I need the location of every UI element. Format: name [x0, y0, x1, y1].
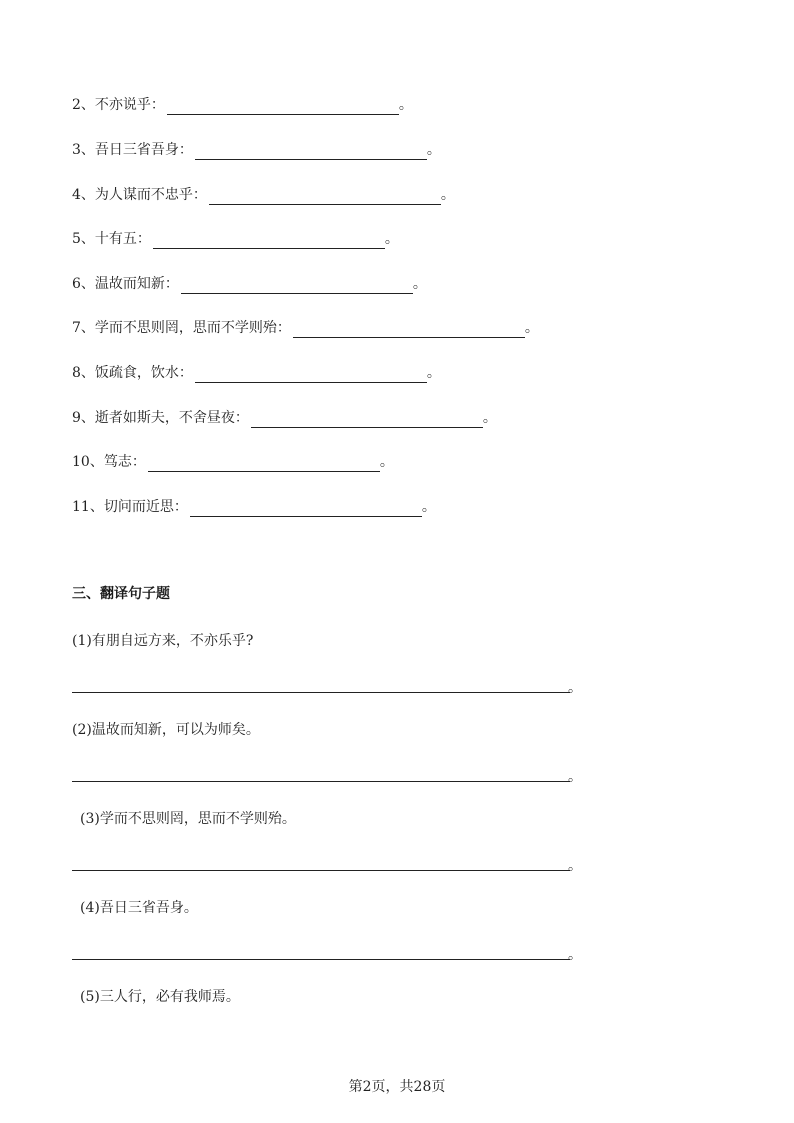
fill-item	[72, 229, 399, 249]
fill-item-label: 6、温故而知新：	[72, 276, 179, 292]
fill-item-end: 。	[426, 365, 441, 381]
answer-blank[interactable]	[209, 186, 441, 205]
fill-item-end: 。	[398, 97, 413, 113]
translate-question: (3)学而不思则罔，思而不学则殆。	[80, 811, 296, 827]
fill-item	[72, 318, 539, 338]
section-title: 三、翻译句子题	[72, 586, 170, 602]
answer-line-end: 。	[568, 680, 582, 696]
fill-item	[72, 185, 455, 205]
answer-blank[interactable]	[181, 275, 413, 294]
translate-question: (2)温故而知新，可以为师矣。	[72, 722, 260, 738]
fill-item	[72, 95, 413, 115]
fill-item-label: 10、笃志：	[72, 454, 146, 470]
answer-line[interactable]	[72, 869, 570, 871]
fill-item-end: 。	[524, 320, 539, 336]
answer-blank[interactable]	[153, 230, 385, 249]
fill-item-end: 。	[421, 499, 436, 515]
answer-blank[interactable]	[195, 364, 427, 383]
answer-blank[interactable]	[167, 96, 399, 115]
fill-item-label: 11、切问而近思：	[72, 499, 188, 515]
fill-item-label: 8、饭疏食，饮水：	[72, 365, 193, 381]
fill-item-end: 。	[482, 410, 497, 426]
translate-question: (5)三人行，必有我师焉。	[80, 989, 240, 1005]
answer-line[interactable]	[72, 958, 570, 960]
fill-item	[72, 452, 394, 472]
fill-item-end: 。	[426, 142, 441, 158]
fill-item-label: 9、逝者如斯夫，不舍昼夜：	[72, 410, 249, 426]
answer-line-end: 。	[568, 947, 582, 963]
fill-item-label: 7、学而不思则罔，思而不学则殆：	[72, 320, 291, 336]
translate-question: (1)有朋自远方来，不亦乐乎?	[72, 633, 254, 649]
fill-item-label: 2、不亦说乎：	[72, 97, 165, 113]
answer-blank[interactable]	[293, 319, 525, 338]
fill-item	[72, 408, 497, 428]
fill-item	[72, 363, 441, 383]
fill-item	[72, 140, 441, 160]
fill-item-label: 5、十有五：	[72, 231, 151, 247]
translate-question: (4)吾日三省吾身。	[80, 900, 198, 916]
answer-blank[interactable]	[195, 141, 427, 160]
fill-item-end: 。	[384, 231, 399, 247]
fill-item-label: 3、吾日三省吾身：	[72, 142, 193, 158]
answer-blank[interactable]	[190, 498, 422, 517]
fill-item	[72, 497, 436, 517]
fill-item-end: 。	[379, 454, 394, 470]
fill-item-end: 。	[440, 187, 455, 203]
answer-line-end: 。	[568, 858, 582, 874]
fill-item	[72, 274, 427, 294]
answer-line-end: 。	[568, 769, 582, 785]
fill-item-label: 4、为人谋而不忠乎：	[72, 187, 207, 203]
answer-line[interactable]	[72, 691, 570, 693]
answer-blank[interactable]	[148, 453, 380, 472]
fill-item-end: 。	[412, 276, 427, 292]
answer-line[interactable]	[72, 780, 570, 782]
page-number: 第2页，共28页	[348, 1079, 446, 1095]
answer-blank[interactable]	[251, 409, 483, 428]
